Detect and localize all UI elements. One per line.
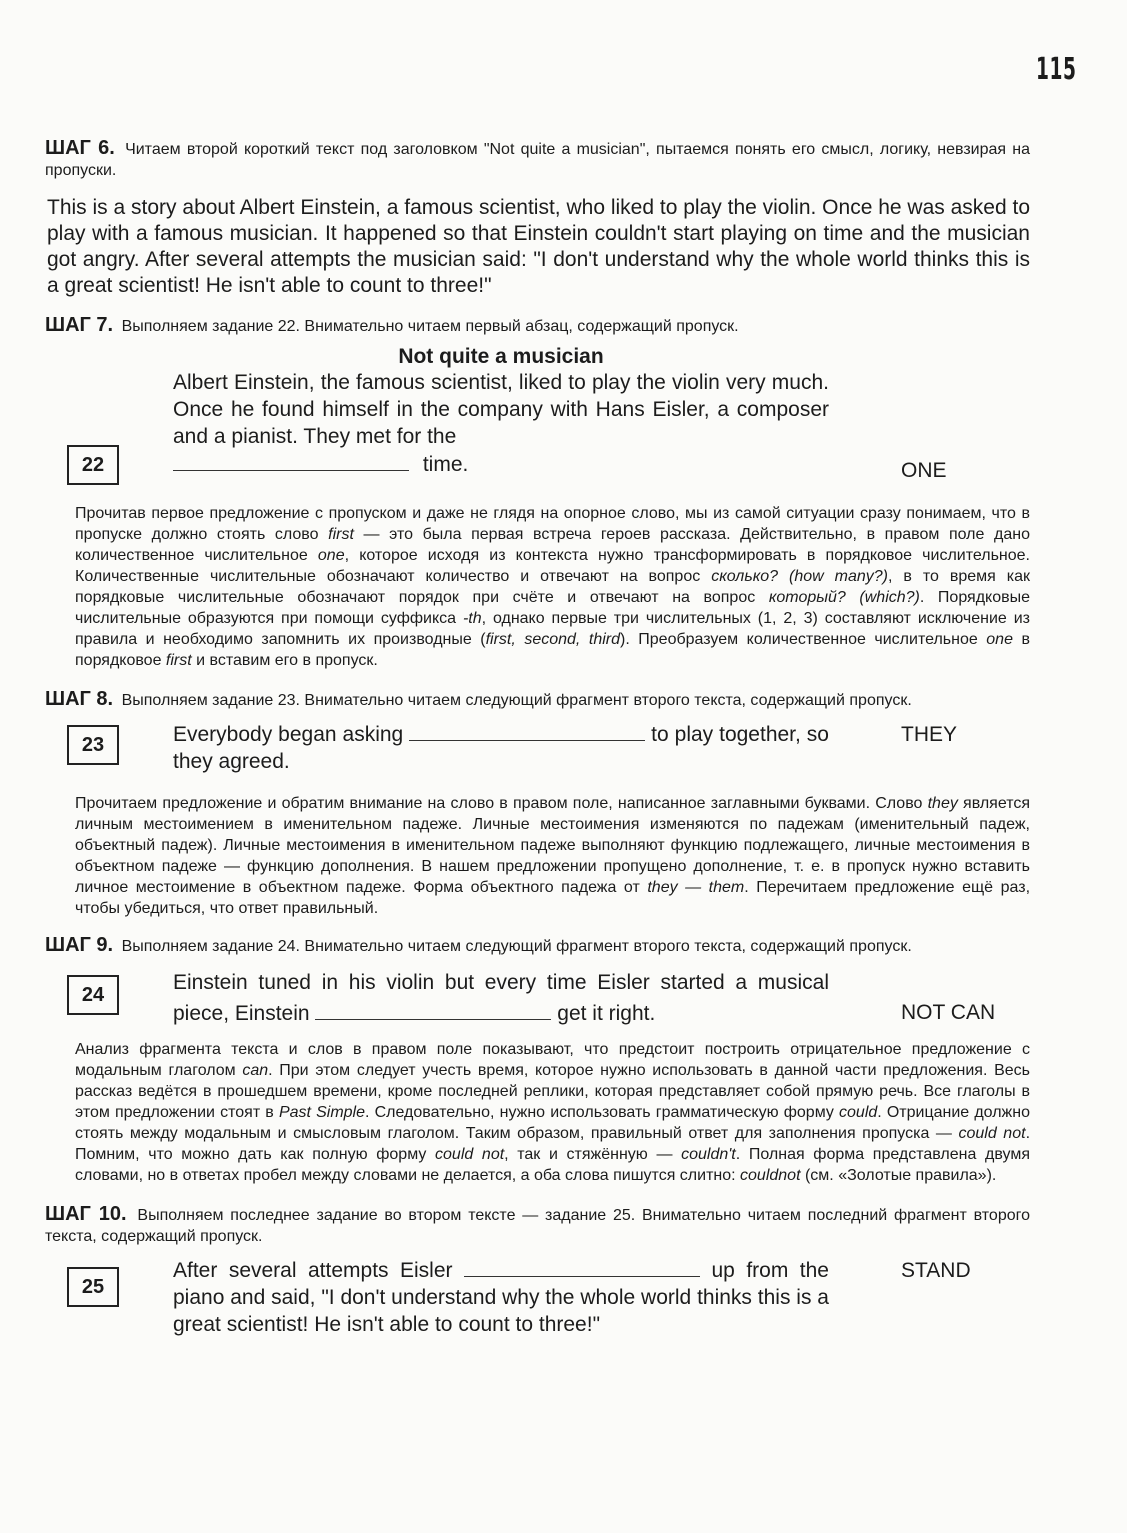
task-24 bbox=[45, 967, 1030, 1029]
task-text bbox=[173, 369, 829, 478]
explanation-text: и вставим его в пропуск. bbox=[191, 652, 378, 669]
explanation-italic: could not bbox=[958, 1125, 1026, 1142]
task-text-after: time. bbox=[422, 453, 469, 476]
explanation-italic: first bbox=[328, 526, 354, 543]
explanation-23 bbox=[75, 793, 1030, 919]
step-10-label: ШАГ 10. bbox=[45, 1203, 127, 1225]
explanation-italic: couldnot bbox=[740, 1167, 801, 1184]
explanation-italic: first bbox=[165, 652, 192, 669]
task-text bbox=[173, 721, 829, 775]
explanation-text: , однако первые три числительных (1, 2, 3) составляют исключение из правила и необходимо запомнить их производные ( bbox=[75, 610, 1030, 648]
explanation-text: . Полная форма представлена двумя словами, но в ответах пробел между словами не делается, а оба слова пишутся слитно: bbox=[75, 1146, 1030, 1184]
step-9 bbox=[45, 935, 1030, 957]
explanation-text: Прочитаем предложение и обратим внимание на слово в правом поле, написанное заглавными буквами. Слово bbox=[75, 795, 928, 812]
explanation-22 bbox=[75, 503, 1030, 671]
task-text-before: Einstein tuned in his violin but every time Eisler started a musical piece, Einstein bbox=[173, 971, 829, 1025]
task-number: 23 bbox=[81, 733, 105, 756]
explanation-text: . Порядковые числительные образуются при помощи суффикса bbox=[75, 589, 1031, 627]
step-9-text: Выполняем задание 24. Внимательно читаем следующий фрагмент второго текста, содержащий пропуск. bbox=[121, 938, 912, 955]
step-6 bbox=[45, 138, 1030, 181]
explanation-italic: could bbox=[839, 1104, 878, 1121]
task-number-box bbox=[67, 445, 119, 485]
explanation-24 bbox=[75, 1039, 1030, 1186]
answer-blank[interactable] bbox=[464, 1260, 700, 1277]
explanation-text: , которое исходя из контекста нужно трансформировать в порядковое числительное. Количественные числительные обозначают количество и отвечают на вопрос bbox=[75, 547, 1030, 585]
explanation-text: . Перечитаем предложение ещё раз, чтобы убедиться, что ответ правильный. bbox=[75, 879, 1031, 917]
task-text-after: to play together, so they agreed. bbox=[173, 723, 829, 773]
keyword: NOT CAN bbox=[901, 1001, 996, 1024]
task-22 bbox=[45, 345, 1030, 489]
task-number: 22 bbox=[81, 453, 105, 476]
task-number-box bbox=[67, 975, 119, 1015]
explanation-text: (см. «Золотые правила»). bbox=[800, 1167, 997, 1184]
page-number: 115 bbox=[1036, 52, 1077, 87]
explanation-text: . Отрицание должно стоять между модальным и смысловым глаголом. Таким образом, правильный ответ для заполнения пропуска — bbox=[75, 1104, 1030, 1142]
explanation-italic: one bbox=[317, 547, 345, 564]
explanation-italic: could not bbox=[435, 1146, 505, 1163]
explanation-italic: they — them bbox=[647, 879, 745, 896]
explanation-italic: first, second, third bbox=[485, 631, 620, 648]
explanation-italic: который? (which?) bbox=[768, 589, 920, 606]
explanation-text: Прочитав первое предложение с пропуском и даже не глядя на опорное слово, мы из самой ситуации сразу понимаем, что в пропуске должно стоять слово bbox=[75, 505, 1030, 543]
step-6-text: Читаем второй короткий текст под заголовком "Not quite a musician", пытаемся понять его смысл, логику, невзирая на пропуски. bbox=[45, 141, 1030, 179]
explanation-italic: -th bbox=[462, 610, 482, 627]
task-text-after: get it right. bbox=[557, 1002, 656, 1025]
keyword: THEY bbox=[901, 723, 958, 746]
page-content bbox=[45, 138, 1030, 1341]
step-7-label: ШАГ 7. bbox=[45, 314, 114, 336]
step-7-text: Выполняем задание 22. Внимательно читаем первый абзац, содержащий пропуск. bbox=[121, 318, 739, 335]
text-title: Not quite a musician bbox=[398, 345, 604, 368]
keyword: STAND bbox=[901, 1259, 971, 1282]
explanation-text: является личным местоимением в именительном падеже. Личные местоимения изменяются по падежам (именительный падеж, объектный падеж). Личные местоимения в именительном падеже выполняют функцию подлежащего, личные местоимения в объектном падеже — функцию дополнения. В нашем предложении пропущено дополнение, т. е. в пропуск нужно вставить личное местоимение в объектном падеже. Форма объектного падежа от bbox=[75, 795, 1031, 896]
task-text-after: up from the piano and said, "I don't understand why the whole world thinks this is a great scientist! He isn't able to count to three!" bbox=[173, 1259, 829, 1336]
explanation-text: , в то время как порядковые числительные обозначают порядок при счёте и отвечают на вопрос bbox=[75, 568, 1031, 606]
explanation-text: , так и стяжённую — bbox=[504, 1146, 682, 1163]
step-10 bbox=[45, 1204, 1030, 1247]
explanation-italic: Past Simple bbox=[278, 1104, 365, 1121]
step-7 bbox=[45, 315, 1030, 337]
explanation-text: ). Преобразуем количественное числительное bbox=[620, 631, 987, 648]
step-8 bbox=[45, 689, 1030, 711]
answer-blank[interactable] bbox=[173, 454, 409, 471]
task-number-box bbox=[67, 725, 119, 765]
task-number: 25 bbox=[81, 1275, 105, 1298]
task-number: 24 bbox=[81, 983, 105, 1006]
explanation-text: — это была первая встреча героев рассказа. Действительно, в правом поле дано количественное числительное bbox=[75, 526, 1030, 564]
explanation-italic: couldn't bbox=[681, 1146, 736, 1163]
task-text-before: Albert Einstein, the famous scientist, liked to play the violin very much. Once he found himself in the company with Hans Eisler, a composer and a pianist. They met for the bbox=[173, 371, 829, 448]
explanation-italic: they bbox=[927, 795, 958, 812]
keyword: ONE bbox=[901, 459, 947, 482]
explanation-italic: one bbox=[986, 631, 1013, 648]
step-8-text: Выполняем задание 23. Внимательно читаем следующий фрагмент второго текста, содержащий пропуск. bbox=[121, 692, 912, 709]
task-text-before: After several attempts Eisler bbox=[173, 1259, 453, 1282]
step-9-label: ШАГ 9. bbox=[45, 934, 114, 956]
explanation-italic: can bbox=[242, 1062, 269, 1079]
explanation-text: . При этом следует учесть время, которое нужно использовать в данной части предложения. Весь рассказ ведётся в прошедшем времени, кроме последней реплики, которая представляет собой прямую речь. Все глаголы в этом предложении стоят в bbox=[75, 1062, 1030, 1121]
task-25 bbox=[45, 1257, 1030, 1341]
answer-blank[interactable] bbox=[409, 724, 645, 741]
task-23 bbox=[45, 721, 1030, 779]
step-6-label: ШАГ 6. bbox=[45, 137, 115, 159]
task-text bbox=[173, 1257, 829, 1338]
answer-blank[interactable] bbox=[315, 1003, 551, 1020]
task-number-box bbox=[67, 1267, 119, 1307]
step-10-text: Выполняем последнее задание во втором тексте — задание 25. Внимательно читаем последний фрагмент второго текста, содержащий пропуск. bbox=[45, 1207, 1031, 1245]
explanation-text: в порядковое bbox=[75, 631, 1030, 669]
task-text-before: Everybody began asking bbox=[173, 723, 404, 746]
task-text bbox=[173, 967, 829, 1029]
explanation-text: Анализ фрагмента текста и слов в правом поле показывают, что предстоит построить отрицательное предложение с модальным глаголом bbox=[75, 1041, 1030, 1079]
explanation-text: . Помним, что можно дать как полную форму bbox=[75, 1125, 1031, 1163]
explanation-text: . Следовательно, нужно использовать грамматическую форму bbox=[365, 1104, 840, 1121]
explanation-italic: сколько? (how many?) bbox=[711, 568, 889, 585]
story-text: This is a story about Albert Einstein, a famous scientist, who liked to play the violin. Once he was asked to play with a famous musician. It happened so that Einstein couldn't start playing on time and the musician got angry. After several attempts the musician said: "I don't understand why the whole world thinks this is a great scientist! He isn't able to count to three!" bbox=[47, 196, 1030, 297]
step-8-label: ШАГ 8. bbox=[45, 688, 114, 710]
